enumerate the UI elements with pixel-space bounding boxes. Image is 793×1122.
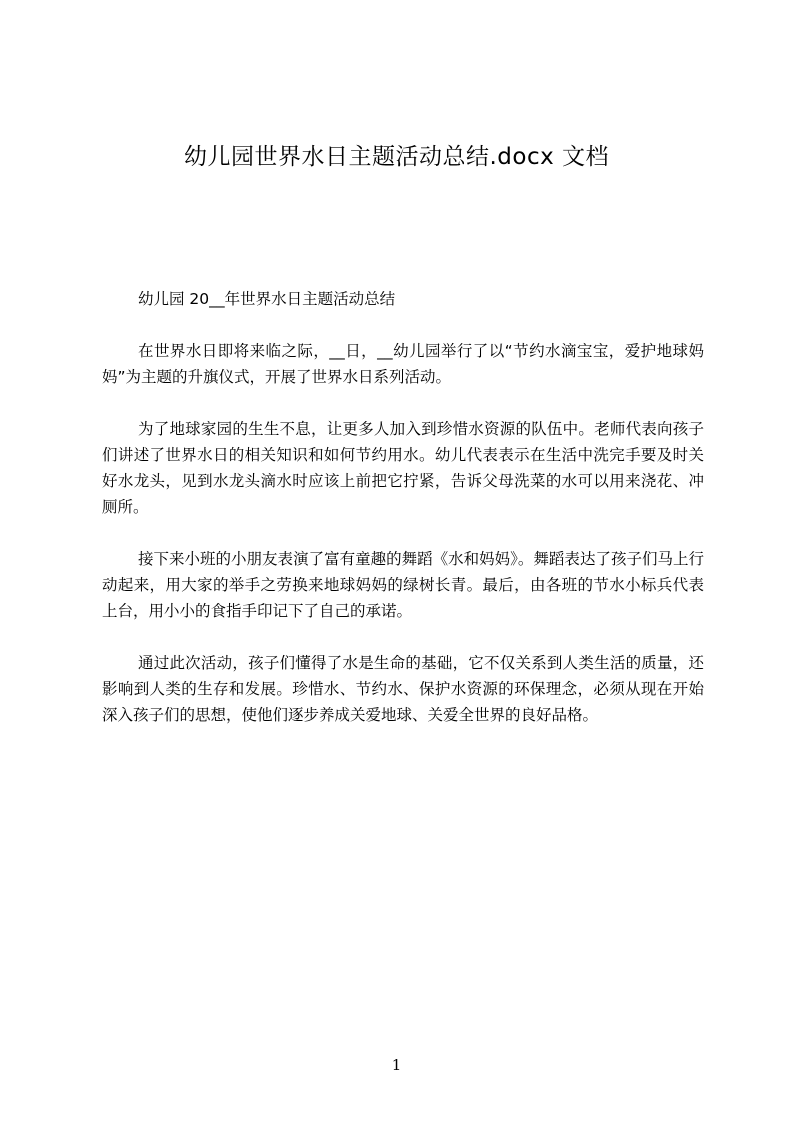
document-body <box>102 286 704 754</box>
paragraph: 在世界水日即将来临之际，__日，__幼儿园举行了以“节约水滴宝宝，爱护地球妈妈”为主题的升旗仪式，开展了世界水日系列活动。 <box>102 342 704 386</box>
paragraph: 接下来小班的小朋友表演了富有童趣的舞蹈《水和妈妈》。舞蹈表达了孩子们马上行动起来，用大家的举手之劳换来地球妈妈的绿树长青。最后，由各班的节水小标兵代表上台，用小小的食指手印记下了自己的承诺。 <box>102 550 704 620</box>
page-number: 1 <box>391 1056 402 1074</box>
paragraph-heading: 幼儿园 20__年世界水日主题活动总结 <box>138 290 396 308</box>
paragraph: 为了地球家园的生生不息，让更多人加入到珍惜水资源的队伍中。老师代表向孩子们讲述了世界水日的相关知识和如何节约用水。幼儿代表表示在生活中洗完手要及时关好水龙头，见到水龙头滴水时应该上前把它拧紧，告诉父母洗菜的水可以用来浇花、冲厕所。 <box>102 420 704 516</box>
paragraph: 通过此次活动，孩子们懂得了水是生命的基础，它不仅关系到人类生活的质量，还影响到人类的生存和发展。珍惜水、节约水、保护水资源的环保理念，必须从现在开始深入孩子们的思想，使他们逐步养成关爱地球、关爱全世界的良好品格。 <box>102 654 704 724</box>
document-title: 幼儿园世界水日主题活动总结.docx 文档 <box>183 144 610 170</box>
